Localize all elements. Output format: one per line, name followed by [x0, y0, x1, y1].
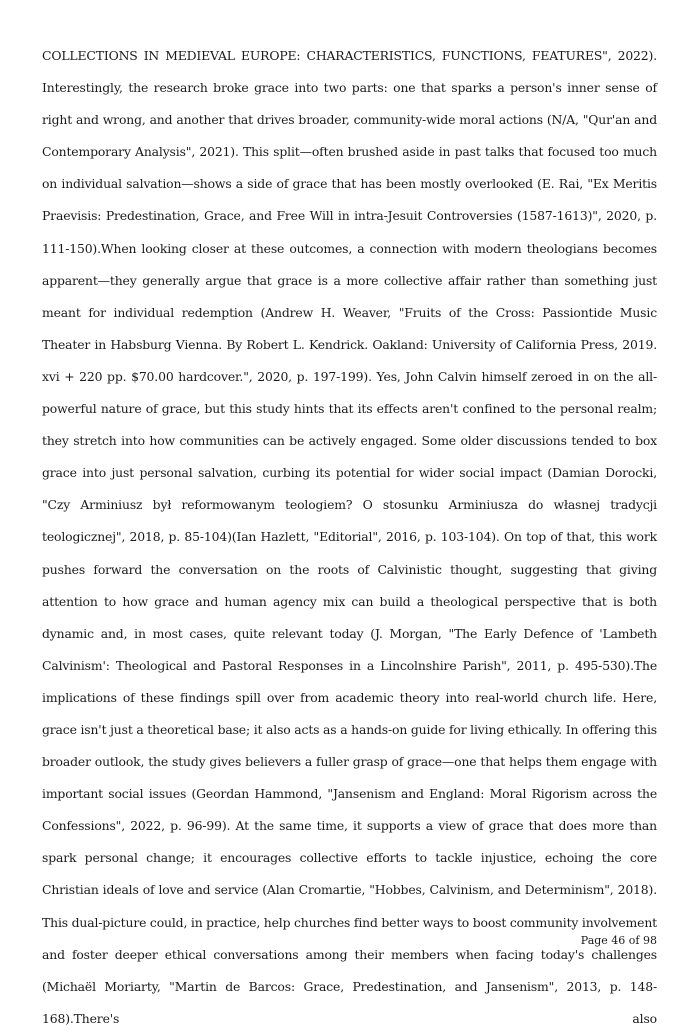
- body-paragraph: COLLECTIONS IN MEDIEVAL EUROPE: CHARACTERISTICS, FUNCTIONS, FEATURES", 2022). Interestingly, the research broke grace into two parts: one that sparks a person's inner sense of right and wrong, and another that drives broader, community-wide moral actions (N/A, "Qur'an and Contemporary Analysis", 2021). This split—often brushed aside in past talks that focused too much on individual salvation—shows a side of grace that has been mostly overlooked (E. Rai, "Ex Meritis Praevisis: Predestination, Grace, and Free Will in intra-Jesuit Controversies (1587-1613)", 2020, p. 111-150).When looking closer at these outcomes, a connection with modern theologians becomes apparent—they generally argue that grace is a more collective affair rather than something just meant for individual redemption (Andrew H. Weaver, "Fruits of the Cross: Passiontide Music Theater in Habsburg Vienna. By Robert L. Kendrick. Oakland: University of California Press, 2019. xvi + 220 pp. $70.00 hardcover.", 2020, p. 197-199). Yes, John Calvin himself zeroed in on the all-powerful nature of grace, but this study hints that its effects aren't confined to the personal realm; they stretch into how communities can be actively engaged. Some older discussions tended to box grace into just personal salvation, curbing its potential for wider social impact (Damian Dorocki, "Czy Arminiusz był reformowanym teologiem? O stosunku Arminiusza do własnej tradycji teologicznej", 2018, p. 85-104)(Ian Hazlett, "Editorial", 2016, p. 103-104). On top of that, this work pushes forward the conversation on the roots of Calvinistic thought, suggesting that giving attention to how grace and human agency mix can build a theological perspective that is both dynamic and, in most cases, quite relevant today (J. Morgan, "The Early Defence of 'Lambeth Calvinism': Theological and Pastoral Responses in a Lincolnshire Parish", 2011, p. 495-530).The implications of these findings spill over from academic theory into real-world church life. Here, grace isn't just a theoretical base; it also acts as a hands-on guide for living ethically. In offering this broader outlook, the study gives believers a fuller grasp of grace—one that helps them engage with important social issues (Geordan Hammond, "Jansenism and England: Moral Rigorism across the Confessions", 2022, p. 96-99). At the same time, it supports a view of grace that does more than spark personal change; it encourages collective efforts to tackle injustice, echoing the core Christian ideals of love and service (Alan Cromartie, "Hobbes, Calvinism, and Determinism", 2018). This dual-picture could, in practice, help churches find better ways to boost community involvement and foster deeper ethical conversations among their members when facing today's challenges (Michaël Moriarty, "Martin de Barcos: Grace, Predestination, and Jansenism", 2013, p. 148-168).There's also: [42, 48, 657, 1026]
- page-number: Page 46 of 98: [580, 934, 657, 947]
